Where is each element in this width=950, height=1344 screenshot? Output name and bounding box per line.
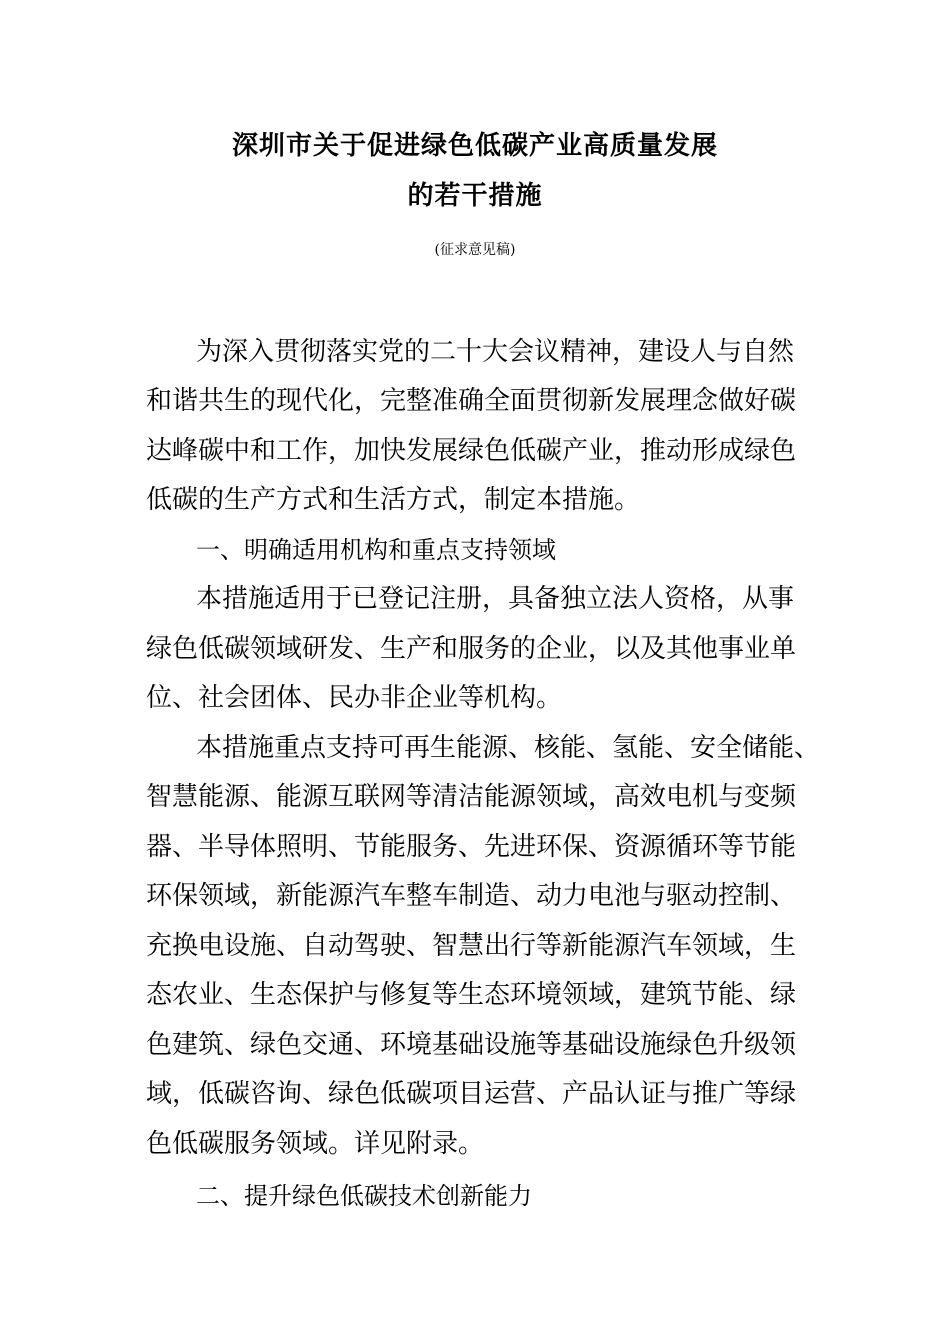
paragraph-line: 色低碳服务领域。详见附录。 (146, 1129, 485, 1159)
intro-line: 达峰碳中和工作，加快发展绿色低碳产业，推动形成绿色 (146, 436, 797, 466)
paragraph-line: 态农业、生态保护与修复等生态环境领域，建筑节能、绿 (146, 980, 797, 1010)
document-title-line-2: 的若干措施 (407, 181, 543, 211)
paragraph-line: 本措施适用于已登记注册，具备独立法人资格，从事 (196, 584, 795, 614)
intro-line: 低碳的生产方式和生活方式，制定本措施。 (146, 485, 641, 515)
section-heading-2: 二、提升绿色低碳技术创新能力 (196, 1182, 532, 1210)
document-title-line-1: 深圳市关于促进绿色低碳产业高质量发展 (231, 131, 718, 161)
section-heading-1: 一、明确适用机构和重点支持领域 (196, 536, 556, 564)
document-subtitle: (征求意见稿) (434, 242, 516, 258)
paragraph-line: 器、半导体照明、节能服务、先进环保、资源循环等节能 (146, 832, 797, 862)
paragraph-line: 位、社会团体、民办非企业等机构。 (146, 683, 563, 713)
paragraph-line: 环保领域，新能源汽车整车制造、动力电池与驱动控制、 (146, 881, 797, 911)
paragraph-line: 域，低碳咨询、绿色低碳项目运营、产品认证与推广等绿 (146, 1079, 797, 1109)
paragraph-line: 色建筑、绿色交通、环境基础设施等基础设施绿色升级领 (146, 1030, 797, 1060)
paragraph-line: 绿色低碳领域研发、生产和服务的企业，以及其他事业单 (146, 634, 797, 664)
intro-line: 为深入贯彻落实党的二十大会议精神，建设人与自然 (196, 337, 795, 367)
paragraph-line: 智慧能源、能源互联网等清洁能源领域，高效电机与变频 (146, 782, 797, 812)
paragraph-line: 充换电设施、自动驾驶、智慧出行等新能源汽车领域，生 (146, 931, 797, 961)
paragraph-line: 本措施重点支持可再生能源、核能、氢能、安全储能、 (196, 733, 821, 763)
intro-line: 和谐共生的现代化，完整准确全面贯彻新发展理念做好碳 (146, 386, 797, 416)
